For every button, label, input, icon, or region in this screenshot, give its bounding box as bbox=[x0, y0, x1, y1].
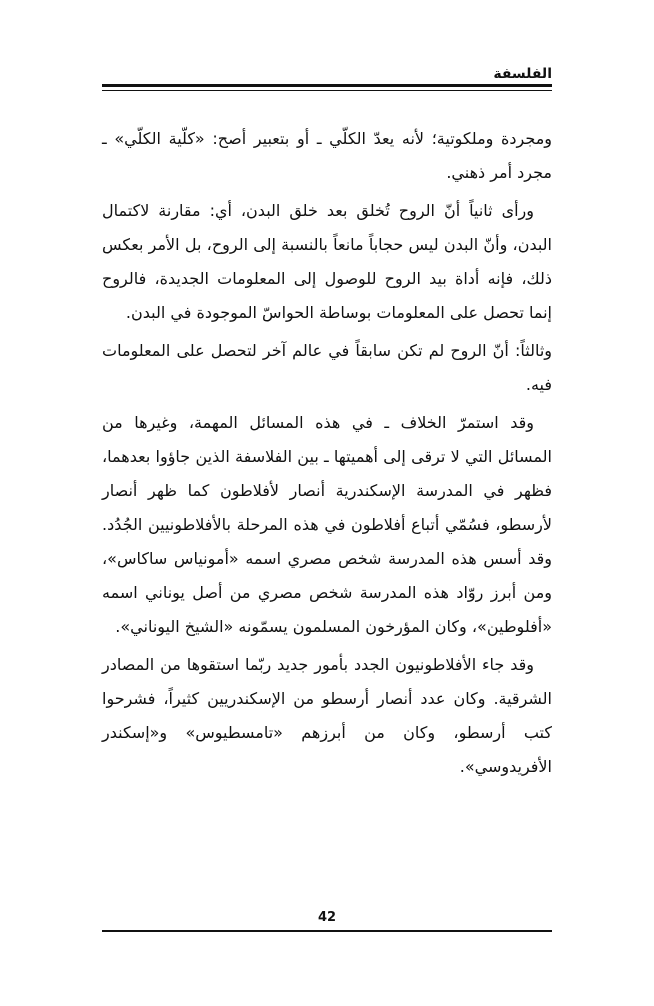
footer-rule bbox=[102, 930, 552, 932]
paragraph: ومجردة وملكوتية؛ لأنه يعدّ الكلّي ـ أو بتعبير أصح: «كلّية الكلّي» ـ مجرد أمر ذهني. bbox=[102, 129, 552, 182]
header-rule-thin bbox=[102, 90, 552, 91]
header-rule-thick bbox=[102, 84, 552, 87]
paragraph: ورأى ثانياً أنّ الروح تُخلق بعد خلق البدن، أي: مقارنة لاكتمال البدن، وأنّ البدن ليس حجاباً مانعاً بالنسبة إلى الروح، بل الأمر بعكس ذلك، فإنه أداة بيد الروح للوصول إلى المعلومات الجديدة، فالروح إنما تحصل على المعلومات بوساطة الحواسّ الموجودة في البدن. bbox=[102, 201, 552, 322]
running-header-title: الفلسفة bbox=[493, 66, 552, 82]
page-number: 42 bbox=[317, 910, 337, 925]
paragraph: وقد استمرّ الخلاف ـ في هذه المسائل المهمة، وغيرها من المسائل التي لا ترقى إلى أهميتها ـ بين الفلاسفة الذين جاؤوا بعدهما، فظهر في المدرسة الإسكندرية أنصار لأفلاطون كما ظهر أنصار لأرسطو، فسُمّي أتباع أفلاطون في هذه المرحلة بالأفلاطونيين الجُدُد. وقد أسس هذه المدرسة شخص مصري اسمه «أمونياس ساكاس»، ومن أبرز روّاد هذه المدرسة شخص مصري من أصل يوناني اسمه «أفلوطين»، وكان المؤرخون المسلمون يسمّونه «الشيخ اليوناني». bbox=[102, 413, 552, 636]
paragraph: وقد جاء الأفلاطونيون الجدد بأمور جديد ربّما استقوها من المصادر الشرقية. وكان عدد أنصار أرسطو من الإسكندريين كثيراً، فشرحوا كتب أرسطو، وكان من أبرزهم «تامسطيوس» و«إسكندر الأفريدوسي». bbox=[102, 655, 552, 776]
paragraph: وثالثاً: أنّ الروح لم تكن سابقاً في عالم آخر لتحصل على المعلومات فيه. bbox=[102, 341, 552, 394]
body-text bbox=[102, 122, 552, 788]
